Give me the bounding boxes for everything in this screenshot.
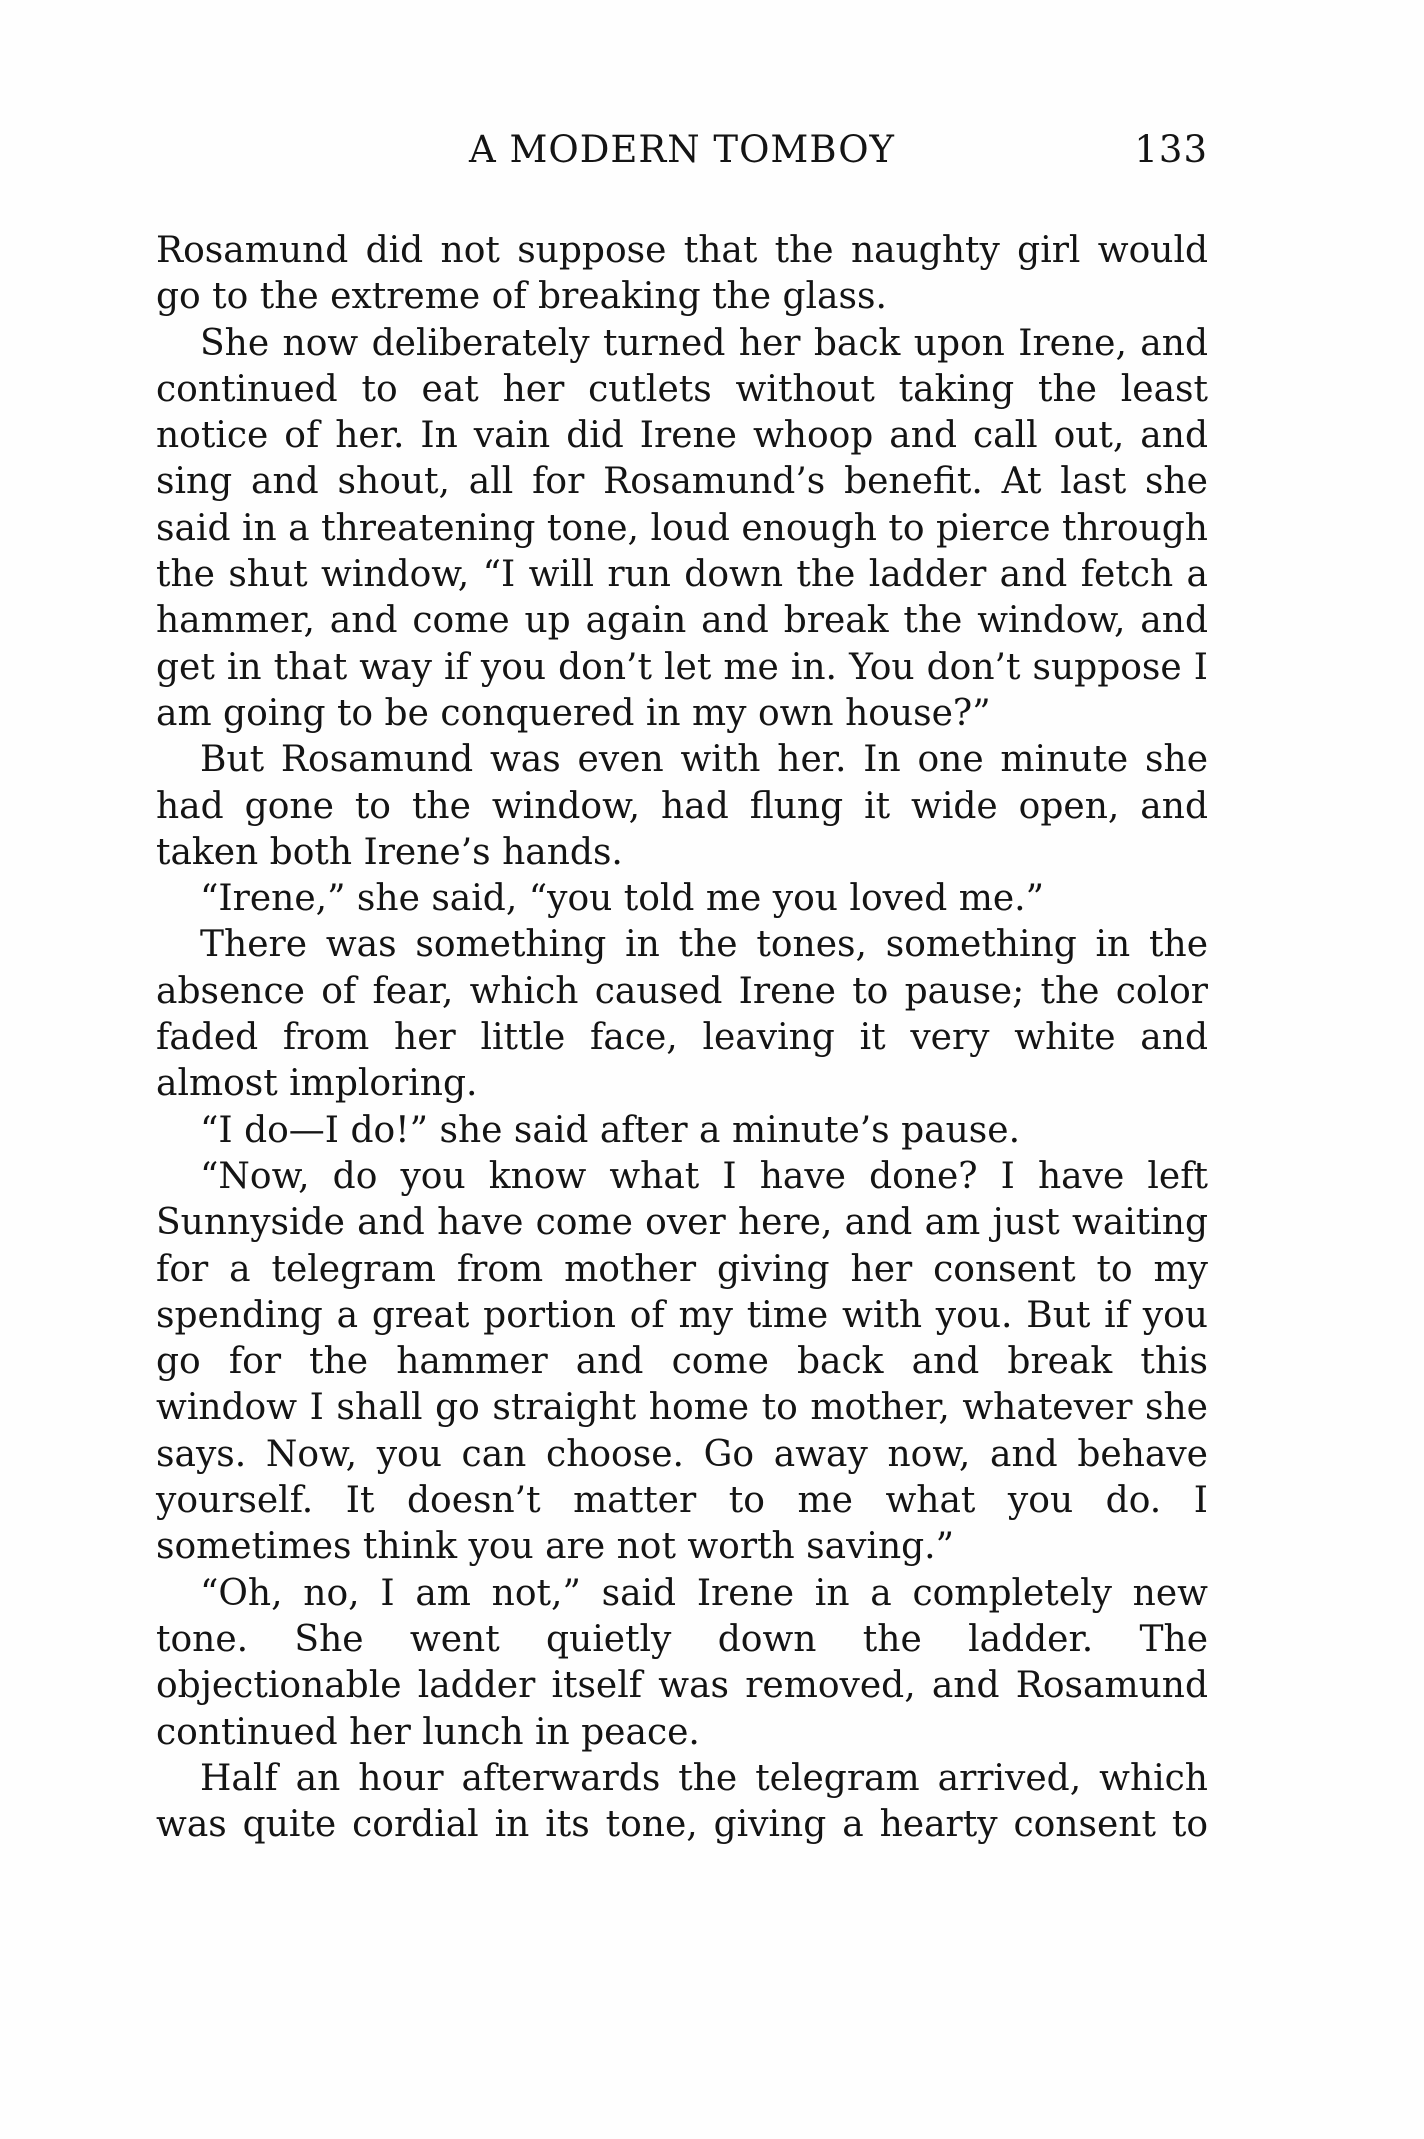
page-number: 133 (1134, 128, 1208, 171)
paragraph: “I do—I do!” she said after a minute’s pause. (200, 1109, 1021, 1151)
running-head (156, 128, 1208, 180)
paragraph: “Now, do you know what I have done? I have left Sunnyside and have come over here, and am just waiting for a telegram from mother giving her consent to my spending a great portion of my time with you. But if you go for the hammer and come back and break this window I shall go straight home to mother, whatever she says. Now, you can choose. Go away now, and behave yourself. It doesn’t matter to me what you do. I sometimes think you are not worth saving.” (156, 1155, 1208, 1568)
paragraph: She now deliberately turned her back upon Irene, and continued to eat her cutlets without taking the least notice of her. In vain did Irene whoop and call out, and sing and shout, all for Rosamund’s benefit. At last she said in a threatening tone, loud enough to pierce through the shut window, “I will run down the ladder and fetch a hammer, and come up again and break the window, and get in that way if you don’t let me in. You don’t suppose I am going to be conquered in my own house?” (156, 322, 1208, 734)
paragraph: Rosamund did not suppose that the naughty girl would go to the extreme of breaking the glass. (156, 230, 1208, 318)
paragraph: “Irene,” she said, “you told me you loved me.” (200, 878, 1045, 920)
paragraph: “Oh, no, I am not,” said Irene in a completely new tone. She went quietly down the ladder. The objectionable ladder itself was removed, and Rosamund continued her lunch in peace. (156, 1572, 1208, 1753)
paragraph: Half an hour afterwards the telegram arrived, which was quite cordial in its tone, giving a hearty consent to (156, 1757, 1208, 1846)
paragraph: But Rosamund was even with her. In one minute she had gone to the window, had flung it wide open, and taken both Irene’s hands. (156, 739, 1208, 873)
body-text (156, 228, 1208, 1848)
paragraph: There was something in the tones, something in the absence of fear, which caused Irene to pause; the color faded from her little face, leaving it very white and almost imploring. (156, 924, 1208, 1105)
running-title: A MODERN TOMBOY (469, 128, 895, 171)
